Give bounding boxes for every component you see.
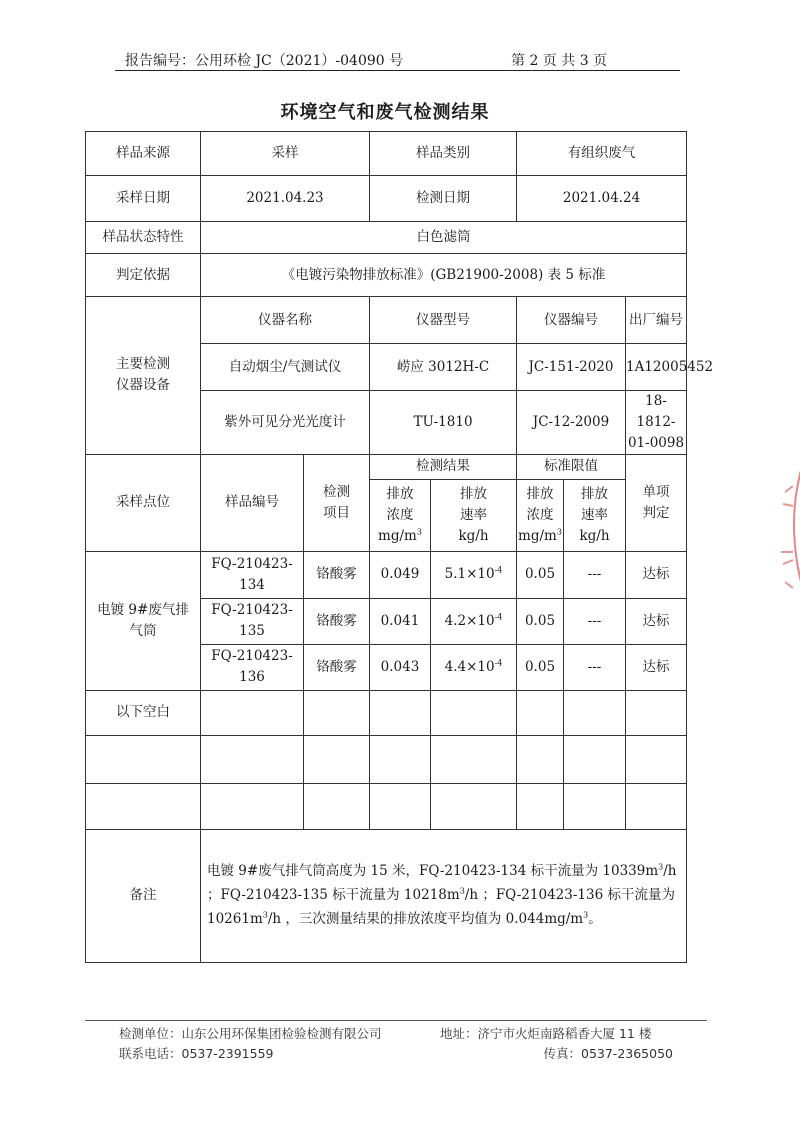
basis-label: 判定依据: [86, 254, 201, 297]
empty-cell: [370, 783, 431, 829]
remark-exp: 3: [583, 910, 589, 920]
instrument-header-row: [86, 297, 687, 344]
test-item: 铬酸雾: [304, 598, 370, 644]
remark-row: [86, 829, 687, 962]
remark-exp: 3: [459, 886, 465, 896]
sample-no: FQ-210423-134: [201, 551, 304, 598]
emission-rate-base: 5.1×10: [444, 566, 495, 583]
empty-cell: [304, 690, 370, 735]
instruments-label-line1: 主要检测: [116, 356, 170, 373]
info-row-source: [86, 132, 687, 176]
empty-cell: [517, 690, 564, 735]
info-row-dates: [86, 176, 687, 222]
test-item: 铬酸雾: [304, 551, 370, 598]
limit-conc: 0.05: [517, 644, 564, 690]
report-header: [115, 48, 680, 71]
empty-cell: [564, 783, 626, 829]
instrument-name: 紫外可见分光光度计: [201, 391, 370, 455]
remark-part: /h ；FQ-210423-135 标干流量为 10218m: [207, 863, 677, 903]
footer-row: [85, 1024, 707, 1044]
empty-cell: [626, 735, 687, 783]
emission-rate: [431, 644, 517, 690]
basis-value: 《电镀污染物排放标准》(GB21900-2008) 表 5 标准: [201, 254, 687, 297]
limit-conc: 0.05: [517, 598, 564, 644]
col-item-line2: 项目: [323, 504, 350, 521]
judgement: 达标: [626, 644, 687, 690]
test-date-value: 2021.04.24: [517, 176, 687, 222]
info-row-state: [86, 222, 687, 254]
col-item: [304, 454, 370, 551]
emission-rate-exp: -4: [494, 612, 503, 622]
emission-rate-base: 4.4×10: [444, 658, 495, 675]
instruments-label-line2: 仪器设备: [116, 377, 170, 394]
footer-fax: 传真：0537-2365050: [543, 1046, 673, 1061]
remark-label: 备注: [86, 829, 201, 962]
col-result-group: 检测结果: [370, 454, 517, 479]
footer-row: [85, 1044, 707, 1064]
emission-rate-exp: -4: [494, 565, 503, 575]
test-item: 铬酸雾: [304, 644, 370, 690]
results-header-row: [86, 454, 687, 479]
empty-cell: [201, 690, 304, 735]
empty-cell: [304, 783, 370, 829]
instrument-col-id: 仪器编号: [517, 297, 626, 344]
rate-line1: 排放: [460, 485, 487, 502]
remark-part: /h ；FQ-210423-136 标干流量为 10261m: [207, 886, 675, 927]
conc-unit-text: mg/m: [378, 527, 417, 544]
limit-rate: ---: [564, 644, 626, 690]
stamp-arc: [794, 457, 800, 597]
page-title: 环境空气和废气检测结果: [280, 102, 490, 123]
instrument-serial: 18-1812-01-0098: [626, 391, 687, 455]
empty-cell: [626, 690, 687, 735]
col-item-line1: 检测: [323, 483, 350, 500]
col-result-rate: [431, 479, 517, 551]
sampling-point: [86, 551, 201, 690]
type-value: 有组织废气: [517, 132, 687, 176]
blank-row: [86, 690, 687, 735]
remark-exp: 3: [658, 862, 664, 872]
instrument-model: TU-1810: [370, 391, 517, 455]
empty-cell: [564, 735, 626, 783]
empty-cell: [86, 735, 201, 783]
instrument-id: JC-151-2020: [517, 344, 626, 391]
empty-cell: [431, 783, 517, 829]
type-label: 样品类别: [370, 132, 517, 176]
state-label: 样品状态特性: [86, 222, 201, 254]
table-row: [86, 551, 687, 598]
blank-row: [86, 783, 687, 829]
limit-conc-line1: 排放: [526, 485, 554, 502]
remark-exp: 3: [262, 910, 268, 920]
limit-rate-line2: 速率: [581, 506, 608, 523]
stamp-mark: [781, 486, 793, 588]
judgement: 达标: [626, 598, 687, 644]
conc-line2: 浓度: [386, 506, 414, 523]
sample-no: FQ-210423-136: [201, 644, 304, 690]
limit-rate-line1: 排放: [581, 485, 608, 502]
empty-cell: [517, 783, 564, 829]
empty-cell: [304, 735, 370, 783]
remark-part: 电镀 9#废气排气筒高度为 15 米，FQ-210423-134 标干流量为 10339m: [207, 863, 659, 880]
col-judge-line1: 单项: [642, 483, 670, 500]
results-table: [85, 131, 714, 963]
limit-conc-unit: [517, 526, 563, 547]
col-sample-no: 样品编号: [201, 454, 304, 551]
sample-date-label: 采样日期: [86, 176, 201, 222]
sampling-point-line1: 电镀 9#废气排: [97, 601, 189, 618]
col-judge: [626, 454, 687, 551]
source-value: 采样: [201, 132, 370, 176]
limit-rate: ---: [564, 598, 626, 644]
blank-note: 以下空白: [86, 690, 201, 735]
empty-cell: [517, 735, 564, 783]
empty-cell: [626, 783, 687, 829]
instrument-col-name: 仪器名称: [201, 297, 370, 344]
empty-cell: [370, 690, 431, 735]
stamp-fragment: [775, 452, 800, 602]
instrument-col-serial: 出厂编号: [626, 297, 687, 344]
emission-rate-exp: -4: [494, 658, 503, 668]
conc-unit: [370, 526, 430, 547]
col-result-conc: [370, 479, 431, 551]
instrument-col-model: 仪器型号: [370, 297, 517, 344]
instrument-model: 崂应 3012H-C: [370, 344, 517, 391]
empty-cell: [431, 690, 517, 735]
conc-unit-exp: 3: [416, 527, 422, 537]
info-row-basis: [86, 254, 687, 297]
empty-cell: [431, 735, 517, 783]
remark-text: [201, 829, 687, 962]
empty-cell: [201, 783, 304, 829]
footer-address: 地址：济宁市火炬南路稻香大厦 11 楼: [440, 1026, 652, 1041]
sample-date-value: 2021.04.23: [201, 176, 370, 222]
instrument-name: 自动烟尘/气测试仪: [201, 344, 370, 391]
state-value: 白色滤筒: [201, 222, 687, 254]
emission-conc: 0.041: [370, 598, 431, 644]
empty-cell: [370, 735, 431, 783]
limit-conc-line2: 浓度: [526, 506, 554, 523]
instrument-serial: 1A12005452: [626, 344, 687, 391]
sample-no: FQ-210423-135: [201, 598, 304, 644]
empty-cell: [86, 783, 201, 829]
limit-conc: 0.05: [517, 551, 564, 598]
footer-unit: 检测单位：山东公用环保集团检验检测有限公司: [119, 1026, 382, 1041]
remark-part: 。: [588, 910, 602, 927]
limit-rate-unit: kg/h: [579, 527, 610, 544]
emission-rate-base: 4.2×10: [444, 612, 495, 629]
col-point: 采样点位: [86, 454, 201, 551]
remark-part: /h ，三次测量结果的排放浓度平均值为 0.044mg/m: [267, 910, 584, 927]
emission-rate: [431, 551, 517, 598]
limit-conc-unit-text: mg/m: [518, 527, 557, 544]
limit-conc-unit-exp: 3: [556, 527, 562, 537]
source-label: 样品来源: [86, 132, 201, 176]
blank-row: [86, 735, 687, 783]
instrument-id: JC-12-2009: [517, 391, 626, 455]
page-number: 第 2 页 共 3 页: [511, 53, 608, 69]
emission-conc: 0.043: [370, 644, 431, 690]
rate-unit: kg/h: [458, 527, 489, 544]
limit-rate: ---: [564, 551, 626, 598]
empty-cell: [201, 735, 304, 783]
col-limit-conc: [517, 479, 564, 551]
conc-line1: 排放: [386, 485, 414, 502]
empty-cell: [564, 690, 626, 735]
col-limit-rate: [564, 479, 626, 551]
col-judge-line2: 判定: [642, 504, 670, 521]
emission-conc: 0.049: [370, 551, 431, 598]
test-date-label: 检测日期: [370, 176, 517, 222]
instruments-label: [86, 297, 201, 455]
col-limit-group: 标准限值: [517, 454, 626, 479]
footer-phone: 联系电话：0537-2391559: [119, 1046, 274, 1061]
sampling-point-line2: 气筒: [129, 622, 157, 639]
page-footer: [85, 1020, 707, 1064]
report-number: 报告编号：公用环检 JC（2021）-04090 号: [125, 53, 404, 69]
judgement: 达标: [626, 551, 687, 598]
emission-rate: [431, 598, 517, 644]
rate-line2: 速率: [460, 506, 487, 523]
